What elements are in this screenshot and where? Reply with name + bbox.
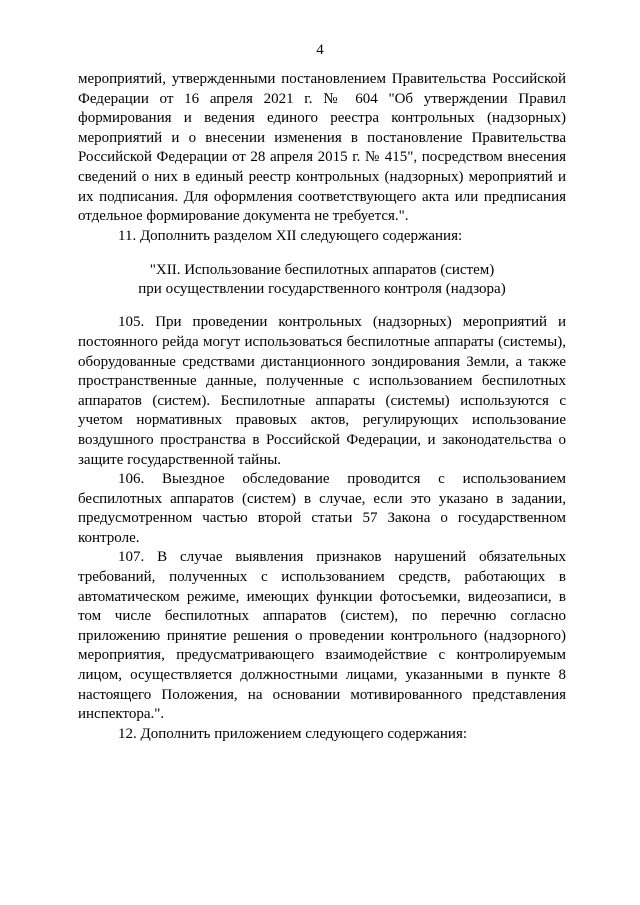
section-heading-line-2: при осуществлении государственного контроля (надзора) bbox=[138, 281, 506, 298]
section-heading bbox=[78, 261, 566, 299]
paragraph-item-11: 11. Дополнить разделом XII следующего содержания: bbox=[118, 227, 463, 244]
paragraph-item-12: 12. Дополнить приложением следующего содержания: bbox=[118, 725, 468, 742]
section-heading-line-1: "XII. Использование беспилотных аппаратов (систем) bbox=[149, 262, 495, 279]
paragraph-item-107: 107. В случае выявления признаков нарушений обязательных требований, полученных с использованием средств, работающих в автоматическом режиме, имеющих функции фотосъемки, видеозаписи, в том числе беспилотных аппаратов (систем), по перечню согласно приложению принятие решения о проведении контрольного (надзорного) мероприятия, предусматривающего взаимодействие с контролируемым лицом, осуществляется должностными лицами, указанными в пункте 8 настоящего Положения, на основании мотивированного представления инспектора.". bbox=[78, 549, 566, 723]
page-number: 4 bbox=[316, 42, 324, 58]
paragraph-item-105: 105. При проведении контрольных (надзорных) мероприятий и постоянного рейда могут использоваться беспилотные аппараты (системы), оборудованные средствами дистанционного зондирования Земли, а также пространственные данные, полученные с использованием беспилотных аппаратов (систем). Беспилотные аппараты (системы) используются с учетом нормативных правовых актов, регулирующих использование воздушного пространства в Российской Федерации, и законодательства о защите государственной тайны. bbox=[78, 314, 566, 468]
document-body bbox=[78, 70, 566, 744]
paragraph-item-106: 106. Выездное обследование проводится с использованием беспилотных аппаратов (систем) в случае, если это указано в задании, предусмотренном частью второй статьи 57 Закона о государственном контроле. bbox=[78, 471, 566, 546]
paragraph-continuation: мероприятий, утвержденными постановлением Правительства Российской Федерации от 16 апреля 2021 г. № 604 "Об утверждении Правил формирования и ведения единого реестра контрольных (надзорных) мероприятий и о внесении изменения в постановление Правительства Российской Федерации от 28 апреля 2015 г. № 415", посредством внесения сведений о них в единый реестр контрольных (надзорных) мероприятий и их подписания. Для оформления соответствующего акта или предписания отдельное формирование документа не требуется.". bbox=[78, 71, 566, 225]
